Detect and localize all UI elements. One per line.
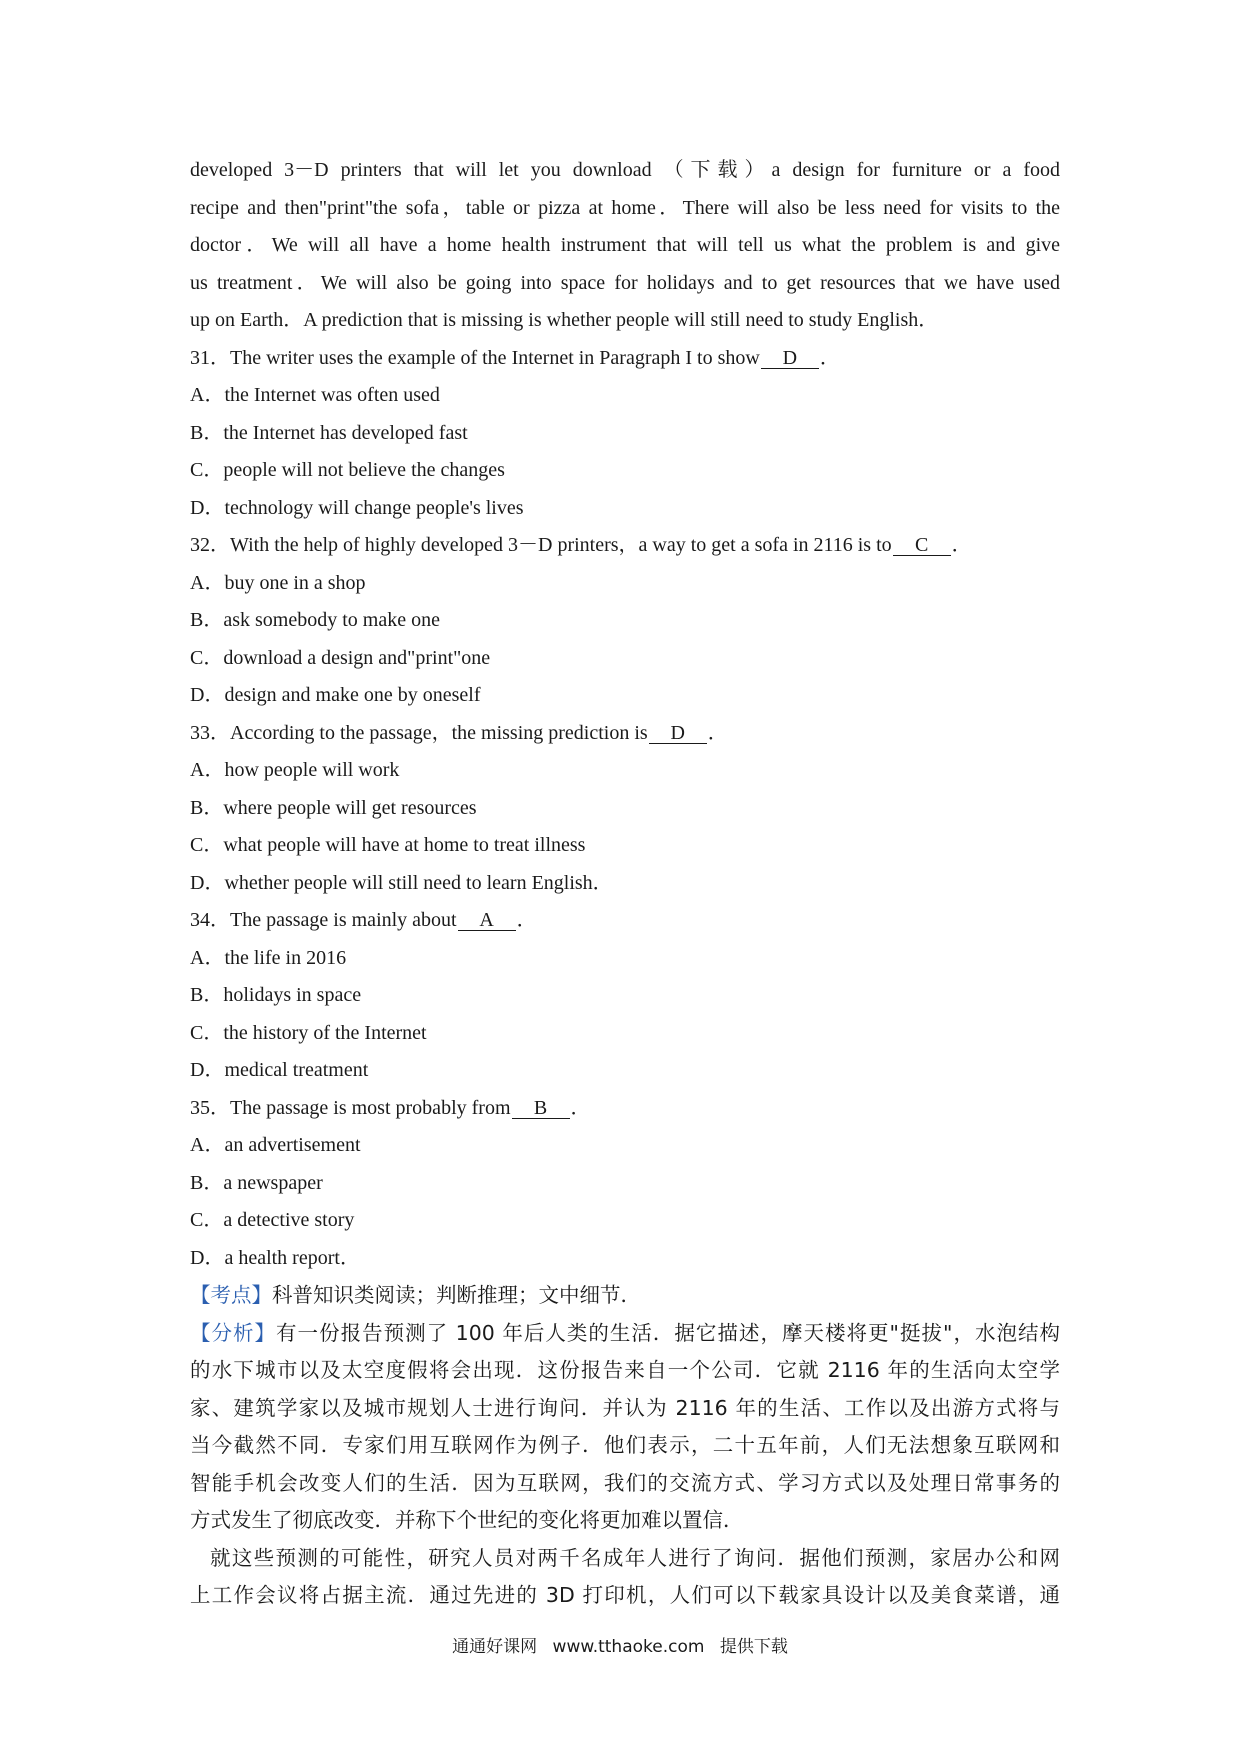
passage-line: recipe and then"print"the sofa，table or pizza at home．There will also be less need for visits to the [190,196,1060,219]
option-c: C．people will not believe the changes [190,459,505,481]
option-b: B．where people will get resources [190,796,477,819]
option-b: B．ask somebody to make one [190,609,440,631]
answer-blank: A [458,910,516,931]
question-punct: ． [819,346,840,369]
answer-blank: B [512,1098,570,1119]
fenxi-line [190,1315,1060,1353]
option-a: A．the Internet was often used [190,384,440,406]
page-footer [0,1632,1240,1657]
option-a: A．buy one in a shop [190,571,366,594]
passage-line: developed 3－D printers that will let you download （下载）a design for furniture or a food [190,159,1060,181]
analysis-section [190,1277,1060,1615]
fenxi-line: 方式发生了彻底改变．并称下个世纪的变化将更加难以置信． [190,1508,744,1532]
option-b: B．the Internet has developed fast [190,421,468,444]
question-stem [190,715,1060,753]
question-stem [190,340,1060,378]
passage-line: doctor．We will all have a home health instrument that will tell us what the problem is and give [190,234,1060,256]
fenxi-tag: 【分析】 [190,1320,277,1345]
option-d: D．a health report． [190,1246,360,1269]
question-punct: ． [516,909,537,931]
question-punct: ． [951,534,972,556]
question-stem [190,1090,1060,1128]
option-a: A．the life in 2016 [190,946,347,969]
fenxi-line: 家、建筑学家以及城市规划人士进行询问．并认为 2116 年的生活、工作以及出游方式将与 [190,1395,1060,1420]
question-text: 34．The passage is mainly about [190,909,457,931]
option-c: C．download a design and"print"one [190,646,491,669]
question-35 [190,1090,1060,1278]
question-text: 33．According to the passage，the missing prediction is [190,721,648,744]
question-stem [190,902,1060,940]
fenxi-line: 当今截然不同．专家们用互联网作为例子．他们表示，二十五年前，人们无法想象互联网和 [190,1433,1060,1457]
passage-line: us treatment．We will also be going into space for holidays and to get resources that we have used [190,271,1060,294]
footer-note: 提供下载 [719,1637,788,1657]
question-punct: ． [570,1096,591,1119]
option-b: B．holidays in space [190,984,362,1006]
footer-url: www.tthaoke.com [552,1637,705,1657]
answer-blank: D [649,723,707,744]
answer-blank: D [761,348,819,369]
question-stem [190,527,1060,565]
option-c: C．what people will have at home to treat illness [190,834,586,856]
question-text: 35．The passage is most probably from [190,1096,511,1119]
kaodian-text: 科普知识类阅读；判断推理；文中细节． [272,1283,641,1307]
fenxi-line: 智能手机会改变人们的生活．因为互联网，我们的交流方式、学习方式以及处理日常事务的 [190,1470,1060,1495]
question-31 [190,340,1060,528]
option-d: D．whether people will still need to learn English． [190,871,613,894]
footer-site-name: 通通好课网 [452,1637,538,1657]
passage-line: up on Earth．A prediction that is missing is whether people will still need to study English． [190,309,939,331]
option-a: A．how people will work [190,759,400,781]
question-32 [190,527,1060,715]
option-c: C．a detective story [190,1209,355,1231]
question-text: 31．The writer uses the example of the Internet in Paragraph I to show [190,346,760,369]
document-body [190,152,1060,1615]
option-d: D．design and make one by oneself [190,684,481,706]
option-b: B．a newspaper [190,1171,323,1194]
kaodian-line [190,1277,1060,1315]
question-punct: ． [707,721,728,744]
option-c: C．the history of the Internet [190,1021,427,1044]
analysis-para2-line: 上工作会议将占据主流．通过先进的 3D 打印机，人们可以下载家具设计以及美食菜谱，通 [190,1583,1060,1607]
question-34 [190,902,1060,1090]
kaodian-tag: 【考点】 [190,1283,272,1307]
option-d: D．technology will change people's lives [190,496,524,519]
question-33 [190,715,1060,903]
option-d: D．medical treatment [190,1059,369,1081]
analysis-para2-line: 就这些预测的可能性，研究人员对两千名成年人进行了询问．据他们预测，家居办公和网 [210,1545,1060,1570]
option-a: A．an advertisement [190,1134,361,1156]
fenxi-line: 的水下城市以及太空度假将会出现．这份报告来自一个公司．它就 2116 年的生活向太空学 [190,1358,1060,1382]
question-text: 32．With the help of highly developed 3－D printers，a way to get a sofa in 2116 is to [190,534,892,556]
fenxi-text: 有一份报告预测了 100 年后人类的生活．据它描述，摩天楼将更"挺拔"，水泡结构 [276,1320,1060,1345]
answer-blank: C [893,535,951,556]
passage [190,152,1060,340]
